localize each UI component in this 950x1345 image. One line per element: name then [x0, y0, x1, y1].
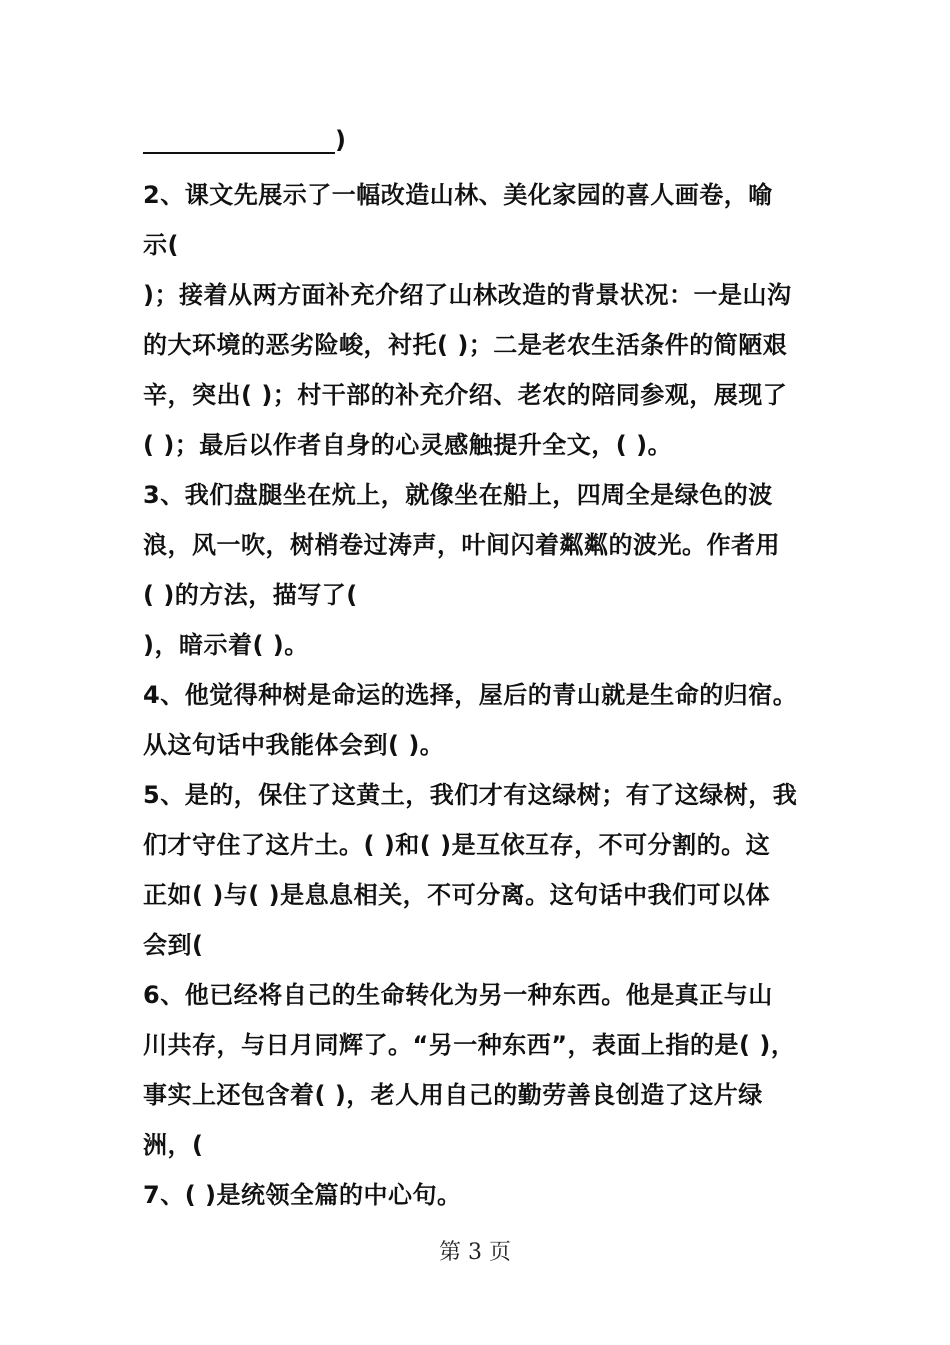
- text-line: 4、他觉得种树是命运的选择，屋后的青山就是生命的归宿。: [143, 681, 798, 709]
- text-line: 2、课文先展示了一幅改造山林、美化家园的喜人画卷，喻: [143, 181, 773, 209]
- text-line: ( )；最后以作者自身的心灵感触提升全文，( )。: [143, 431, 673, 459]
- text-line: )；接着从两方面补充介绍了山林改造的背景状况：一是山沟: [143, 281, 792, 309]
- text-line: 辛，突出( )；村干部的补充介绍、老农的陪同参观，展现了: [143, 381, 788, 409]
- text-line: 们才守住了这片土。( )和( )是互依互存，不可分割的。这: [143, 831, 771, 859]
- text-line: )，暗示着( )。: [143, 631, 309, 659]
- closing-paren: ): [335, 126, 346, 154]
- page-number: 第 3 页: [439, 1240, 511, 1265]
- text-line: 5、是的，保住了这黄土，我们才有这绿树；有了这绿树，我: [143, 781, 798, 809]
- underline-rule: [143, 124, 335, 154]
- text-line: 会到(: [143, 931, 204, 959]
- text-line: 川共存，与日月同辉了。“另一种东西”，表面上指的是( )，: [143, 1031, 796, 1059]
- text-line: ( )的方法，描写了(: [143, 581, 358, 609]
- text-line: 正如( )与( )是息息相关，不可分离。这句话中我们可以体: [143, 881, 771, 909]
- text-line: 6、他已经将自己的生命转化为另一种东西。他是真正与山: [143, 981, 773, 1009]
- text-line: 3、我们盘腿坐在炕上，就像坐在船上，四周全是绿色的波: [143, 481, 773, 509]
- text-line: 的大环境的恶劣险峻，衬托( )；二是老农生活条件的简陋艰: [143, 331, 788, 359]
- text-line: 示(: [143, 231, 179, 259]
- text-line: 浪，风一吹，树梢卷过涛声，叶间闪着粼粼的波光。作者用: [143, 531, 780, 559]
- question-body: [143, 170, 811, 1220]
- text-line: 洲，(: [143, 1131, 204, 1159]
- text-line: 7、( )是统领全篇的中心句。: [143, 1181, 462, 1209]
- answer-blank-line: [143, 124, 346, 156]
- text-line: 事实上还包含着( )，老人用自己的勤劳善良创造了这片绿: [143, 1081, 763, 1109]
- text-line: 从这句话中我能体会到( )。: [143, 731, 445, 759]
